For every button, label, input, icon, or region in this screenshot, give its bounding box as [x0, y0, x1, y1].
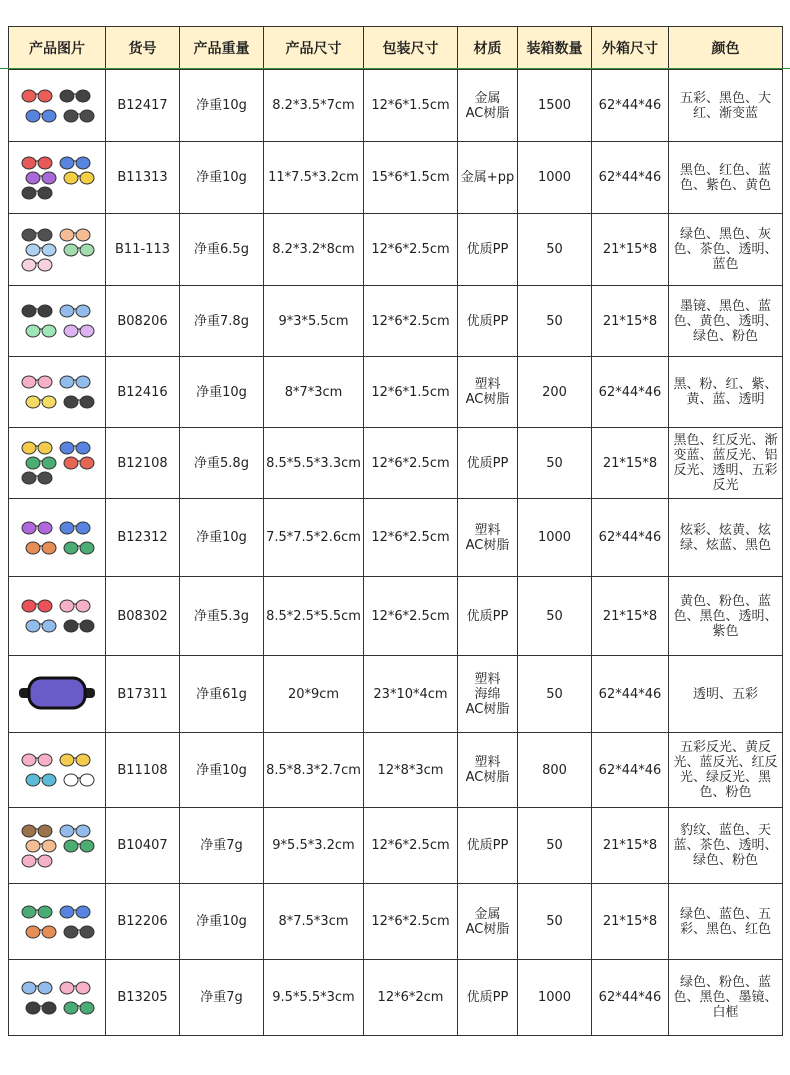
glasses-photo-icon [15, 508, 99, 568]
glasses-photo-icon [15, 816, 99, 876]
colors-cell: 墨镜、黑色、蓝色、黄色、透明、绿色、粉色 [669, 286, 783, 357]
carton-size-cell: 62*44*46 [592, 357, 669, 428]
table-row [9, 142, 783, 214]
weight-cell: 净重5.3g [180, 577, 264, 656]
product-size-cell: 7.5*7.5*2.6cm [264, 499, 364, 577]
material-line: 金属 [474, 906, 501, 922]
header-material: 材质 [458, 27, 518, 70]
material-cell [458, 70, 518, 142]
product-image-cell [9, 357, 106, 428]
weight-cell: 净重6.5g [180, 214, 264, 286]
table-row [9, 656, 783, 733]
product-image-cell [9, 808, 106, 884]
carton-size-cell: 21*15*8 [592, 884, 669, 960]
material-line: AC树脂 [465, 537, 510, 553]
product-image-cell [9, 214, 106, 286]
package-size-cell: 12*8*3cm [364, 733, 458, 808]
header-row [9, 27, 783, 70]
item-code-cell: B11-113 [106, 214, 180, 286]
carton-size-cell: 21*15*8 [592, 214, 669, 286]
glasses-photo-icon [15, 586, 99, 646]
carton-size-cell: 62*44*46 [592, 499, 669, 577]
table-row [9, 428, 783, 499]
material-line: 优质PP [466, 313, 509, 329]
weight-cell: 净重5.8g [180, 428, 264, 499]
weight-cell: 净重10g [180, 884, 264, 960]
table-row [9, 214, 783, 286]
package-size-cell: 15*6*1.5cm [364, 142, 458, 214]
product-size-cell: 9*5.5*3.2cm [264, 808, 364, 884]
material-line: 塑料 [474, 671, 501, 687]
material-cell [458, 286, 518, 357]
carton-size-cell: 21*15*8 [592, 428, 669, 499]
glasses-photo-icon [15, 148, 99, 208]
weight-cell: 净重7g [180, 808, 264, 884]
product-size-cell: 8.5*5.5*3.3cm [264, 428, 364, 499]
material-line: 金属+pp [460, 170, 515, 185]
product-image-cell [9, 70, 106, 142]
item-code-cell: B11108 [106, 733, 180, 808]
weight-cell: 净重10g [180, 357, 264, 428]
carton-size-cell: 62*44*46 [592, 960, 669, 1036]
material-cell [458, 214, 518, 286]
item-code-cell: B12206 [106, 884, 180, 960]
colors-cell: 豹纹、蓝色、天蓝、茶色、透明、绿色、粉色 [669, 808, 783, 884]
table-row [9, 960, 783, 1036]
package-size-cell: 12*6*2.5cm [364, 808, 458, 884]
material-line: AC树脂 [465, 701, 510, 717]
material-cell [458, 428, 518, 499]
colors-cell: 五彩、黑色、大红、渐变蓝 [669, 70, 783, 142]
product-image-cell [9, 577, 106, 656]
product-image-cell [9, 286, 106, 357]
carton-size-cell: 62*44*46 [592, 70, 669, 142]
weight-cell: 净重61g [180, 656, 264, 733]
carton-qty-cell: 1000 [518, 499, 592, 577]
weight-cell: 净重10g [180, 70, 264, 142]
colors-cell: 绿色、黑色、灰色、茶色、透明、蓝色 [669, 214, 783, 286]
item-code-cell: B12312 [106, 499, 180, 577]
item-code-cell: B08206 [106, 286, 180, 357]
package-size-cell: 12*6*2.5cm [364, 577, 458, 656]
package-size-cell: 12*6*1.5cm [364, 357, 458, 428]
item-code-cell: B12416 [106, 357, 180, 428]
colors-cell: 炫彩、炫黄、炫绿、炫蓝、黑色 [669, 499, 783, 577]
carton-qty-cell: 50 [518, 286, 592, 357]
carton-size-cell: 21*15*8 [592, 286, 669, 357]
material-cell [458, 499, 518, 577]
material-line: 金属 [474, 90, 501, 106]
material-cell [458, 960, 518, 1036]
material-line: 塑料 [474, 377, 501, 392]
material-line: 海绵 [474, 686, 501, 702]
glasses-photo-icon [15, 76, 99, 136]
material-cell [458, 808, 518, 884]
carton-size-cell: 21*15*8 [592, 808, 669, 884]
header-carton-qty: 装箱数量 [518, 27, 592, 70]
colors-cell: 五彩反光、黄反光、蓝反光、红反光、绿反光、黑色、粉色 [669, 733, 783, 808]
product-image-cell [9, 499, 106, 577]
material-line: AC树脂 [465, 770, 510, 785]
material-cell [458, 577, 518, 656]
table-row [9, 70, 783, 142]
carton-qty-cell: 50 [518, 428, 592, 499]
header-weight: 产品重量 [180, 27, 264, 70]
product-size-cell: 8*7*3cm [264, 357, 364, 428]
product-image-cell [9, 428, 106, 499]
weight-cell: 净重7g [180, 960, 264, 1036]
table-row [9, 286, 783, 357]
glasses-photo-icon [15, 740, 99, 800]
product-image-cell [9, 884, 106, 960]
package-size-cell: 12*6*2.5cm [364, 286, 458, 357]
material-line: AC树脂 [465, 921, 510, 937]
header-product-image: 产品图片 [9, 27, 106, 70]
item-code-cell: B12108 [106, 428, 180, 499]
colors-cell: 透明、五彩 [669, 656, 783, 733]
table-row [9, 357, 783, 428]
header-item-code: 货号 [106, 27, 180, 70]
package-size-cell: 12*6*2.5cm [364, 884, 458, 960]
material-line: AC树脂 [465, 105, 510, 121]
product-image-cell [9, 733, 106, 808]
carton-qty-cell: 1500 [518, 70, 592, 142]
item-code-cell: B17311 [106, 656, 180, 733]
material-line: 优质PP [466, 455, 509, 471]
item-code-cell: B10407 [106, 808, 180, 884]
glasses-photo-icon [15, 968, 99, 1028]
product-size-cell: 8.2*3.5*7cm [264, 70, 364, 142]
material-line: 塑料 [474, 755, 501, 770]
package-size-cell: 12*6*2.5cm [364, 428, 458, 499]
weight-cell: 净重10g [180, 733, 264, 808]
table-row [9, 733, 783, 808]
material-line: 优质PP [466, 242, 509, 257]
carton-size-cell: 62*44*46 [592, 656, 669, 733]
carton-size-cell: 62*44*46 [592, 733, 669, 808]
product-size-cell: 9*3*5.5cm [264, 286, 364, 357]
item-code-cell: B08302 [106, 577, 180, 656]
package-size-cell: 12*6*1.5cm [364, 70, 458, 142]
colors-cell: 绿色、蓝色、五彩、黑色、红色 [669, 884, 783, 960]
carton-qty-cell: 1000 [518, 142, 592, 214]
header-carton-size: 外箱尺寸 [592, 27, 669, 70]
header-colors: 颜色 [669, 27, 783, 70]
product-size-cell: 8.5*2.5*5.5cm [264, 577, 364, 656]
material-cell [458, 656, 518, 733]
package-size-cell: 23*10*4cm [364, 656, 458, 733]
package-size-cell: 12*6*2cm [364, 960, 458, 1036]
table-row [9, 884, 783, 960]
product-spec-table [8, 26, 783, 1036]
frozen-pane-line [0, 68, 790, 69]
product-size-cell: 20*9cm [264, 656, 364, 733]
material-line: 优质PP [466, 990, 509, 1005]
table-row [9, 577, 783, 656]
weight-cell: 净重7.8g [180, 286, 264, 357]
material-line: AC树脂 [465, 392, 510, 407]
glasses-photo-icon [15, 433, 99, 493]
product-size-cell: 8.5*8.3*2.7cm [264, 733, 364, 808]
item-code-cell: B11313 [106, 142, 180, 214]
item-code-cell: B12417 [106, 70, 180, 142]
table-row [9, 808, 783, 884]
package-size-cell: 12*6*2.5cm [364, 499, 458, 577]
carton-qty-cell: 50 [518, 808, 592, 884]
item-code-cell: B13205 [106, 960, 180, 1036]
colors-cell: 黄色、粉色、蓝色、黑色、透明、紫色 [669, 577, 783, 656]
product-size-cell: 8.2*3.2*8cm [264, 214, 364, 286]
colors-cell: 黑色、红反光、渐变蓝、蓝反光、铝反光、透明、五彩反光 [669, 428, 783, 499]
carton-qty-cell: 50 [518, 214, 592, 286]
package-size-cell: 12*6*2.5cm [364, 214, 458, 286]
colors-cell: 黑、粉、红、紫、黄、蓝、透明 [669, 357, 783, 428]
carton-size-cell: 62*44*46 [592, 142, 669, 214]
material-cell [458, 357, 518, 428]
glasses-photo-icon [15, 291, 99, 351]
product-size-cell: 8*7.5*3cm [264, 884, 364, 960]
carton-size-cell: 21*15*8 [592, 577, 669, 656]
product-image-cell [9, 142, 106, 214]
product-size-cell: 9.5*5.5*3cm [264, 960, 364, 1036]
carton-qty-cell: 800 [518, 733, 592, 808]
carton-qty-cell: 50 [518, 884, 592, 960]
product-size-cell: 11*7.5*3.2cm [264, 142, 364, 214]
glasses-photo-icon [15, 220, 99, 280]
glasses-photo-icon [15, 664, 99, 724]
material-cell [458, 142, 518, 214]
product-image-cell [9, 960, 106, 1036]
material-cell [458, 884, 518, 960]
colors-cell: 黑色、红色、蓝色、紫色、黄色 [669, 142, 783, 214]
colors-cell: 绿色、粉色、蓝色、黑色、墨镜、白框 [669, 960, 783, 1036]
material-line: 优质PP [466, 608, 509, 624]
header-product-size: 产品尺寸 [264, 27, 364, 70]
glasses-photo-icon [15, 362, 99, 422]
carton-qty-cell: 1000 [518, 960, 592, 1036]
glasses-photo-icon [15, 892, 99, 952]
material-line: 优质PP [466, 838, 509, 853]
header-package-size: 包装尺寸 [364, 27, 458, 70]
table-row [9, 499, 783, 577]
carton-qty-cell: 200 [518, 357, 592, 428]
carton-qty-cell: 50 [518, 577, 592, 656]
weight-cell: 净重10g [180, 142, 264, 214]
material-cell [458, 733, 518, 808]
weight-cell: 净重10g [180, 499, 264, 577]
carton-qty-cell: 50 [518, 656, 592, 733]
product-image-cell [9, 656, 106, 733]
material-line: 塑料 [474, 522, 501, 538]
